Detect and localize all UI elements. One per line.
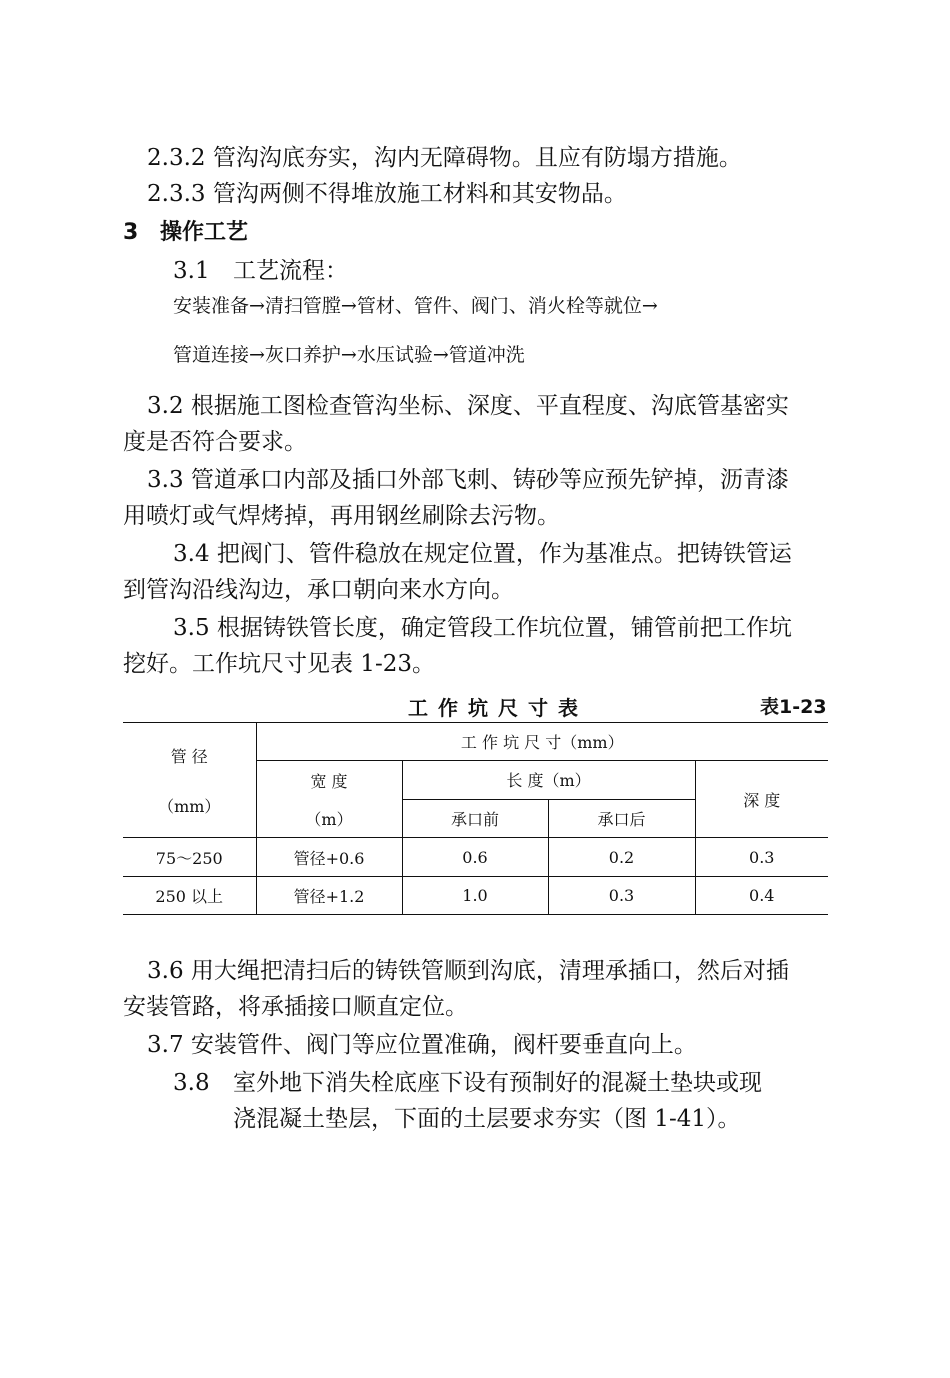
header-after-socket: 承口后 [548, 799, 695, 838]
paragraph-3-6-line-1: 3.6 用大绳把清扫后的铸铁管顺到沟底，清理承插口，然后对插 [147, 958, 789, 984]
header-pipe-diameter-label: 管 径 [170, 746, 208, 766]
header-pit-size: 工 作 坑 尺 寸（mm） [256, 723, 828, 761]
section-3-number: 3 [123, 220, 139, 245]
header-pipe-diameter [123, 723, 256, 838]
cell-before: 1.0 [402, 877, 548, 915]
paragraph-3-5-line-1: 3.5 根据铸铁管长度，确定管段工作坑位置，铺管前把工作坑 [173, 615, 792, 641]
paragraph-3-2-line-2: 度是否符合要求。 [123, 429, 307, 455]
paragraph-3-3-line-2: 用喷灯或气焊烤掉，再用钢丝刷除去污物。 [123, 503, 560, 529]
header-pipe-diameter-unit: （mm） [158, 796, 221, 816]
header-width-label: 宽 度 [310, 771, 348, 791]
cell-depth: 0.4 [695, 877, 828, 915]
section-3-1-number: 3.1 [173, 258, 210, 284]
header-width [256, 761, 402, 838]
table-caption: 工作坑尺寸表 [408, 696, 588, 720]
section-3-8-number: 3.8 [173, 1070, 210, 1096]
cell-width: 管径+0.6 [256, 838, 402, 877]
cell-depth: 0.3 [695, 838, 828, 877]
cell-after: 0.2 [548, 838, 695, 877]
header-length: 长 度（m） [402, 761, 695, 800]
pit-size-table [123, 722, 828, 915]
paragraph-3-4-line-1: 3.4 把阀门、管件稳放在规定位置，作为基准点。把铸铁管运 [173, 541, 792, 567]
process-flow-line-2: 管道连接→灰口养护→水压试验→管道冲洗 [173, 344, 525, 366]
paragraph-2-3-2: 2.3.2 管沟沟底夯实，沟内无障碍物。且应有防塌方措施。 [147, 145, 742, 171]
paragraph-2-3-3: 2.3.3 管沟两侧不得堆放施工材料和其安物品。 [147, 181, 627, 207]
cell-diameter: 75～250 [123, 838, 256, 877]
paragraph-3-7: 3.7 安装管件、阀门等应位置准确，阀杆要垂直向上。 [147, 1032, 697, 1058]
cell-before: 0.6 [402, 838, 548, 877]
cell-after: 0.3 [548, 877, 695, 915]
paragraph-3-8-line-2: 浇混凝土垫层，下面的土层要求夯实（图 1-41）。 [233, 1106, 741, 1132]
paragraph-3-2-line-1: 3.2 根据施工图检查管沟坐标、深度、平直程度、沟底管基密实 [147, 393, 789, 419]
table-row [123, 838, 828, 877]
process-flow-line-1: 安装准备→清扫管膛→管材、管件、阀门、消火栓等就位→ [173, 295, 658, 317]
section-3-title: 操作工艺 [160, 220, 249, 245]
cell-diameter: 250 以上 [123, 877, 256, 915]
table-number: 表1-23 [760, 696, 827, 718]
paragraph-3-5-line-2: 挖好。工作坑尺寸见表 1-23。 [123, 651, 435, 677]
paragraph-3-3-line-1: 3.3 管道承口内部及插口外部飞刺、铸砂等应预先铲掉，沥青漆 [147, 467, 789, 493]
paragraph-3-8-line-1: 室外地下消失栓底座下设有预制好的混凝土垫块或现 [233, 1070, 762, 1096]
section-3-1-title: 工艺流程： [233, 258, 348, 284]
header-before-socket: 承口前 [402, 799, 548, 838]
header-width-unit: （m） [305, 809, 353, 829]
paragraph-3-4-line-2: 到管沟沿线沟边，承口朝向来水方向。 [123, 577, 514, 603]
paragraph-3-6-line-2: 安装管路，将承插接口顺直定位。 [123, 994, 468, 1020]
table-row [123, 877, 828, 915]
header-depth: 深 度 [695, 761, 828, 838]
cell-width: 管径+1.2 [256, 877, 402, 915]
